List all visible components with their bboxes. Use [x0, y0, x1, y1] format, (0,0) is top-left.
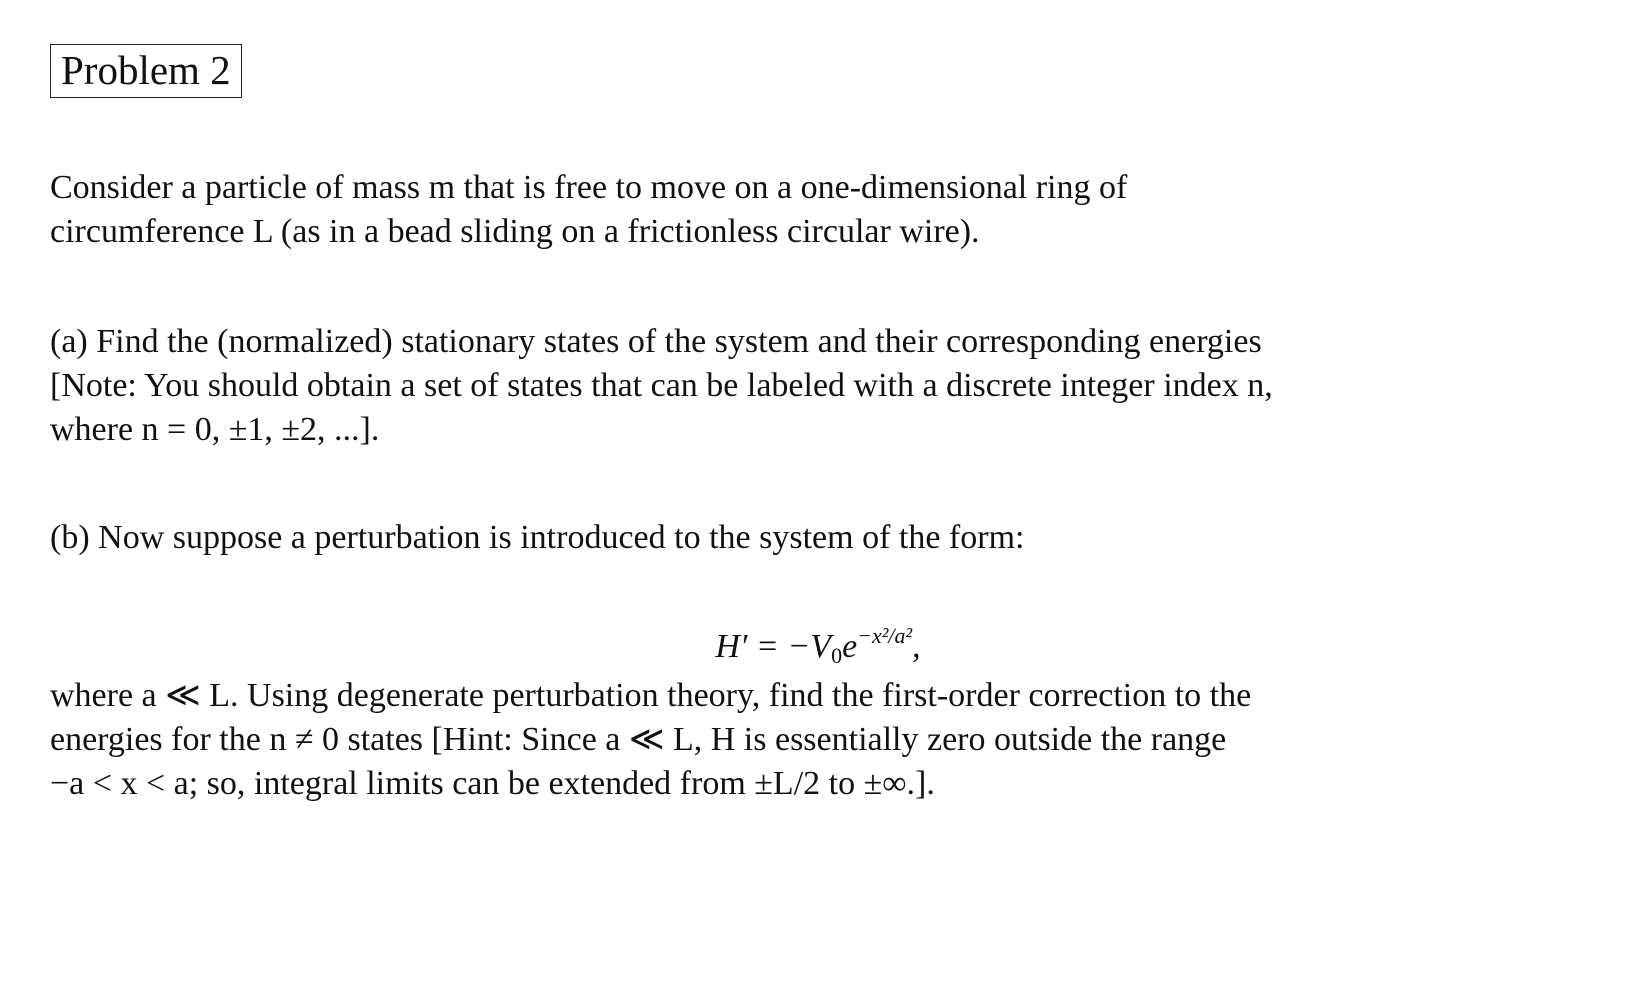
part-a-line-2: [Note: You should obtain a set of states that can be labeled with a discrete integer index n,: [50, 367, 1273, 404]
perturbation-equation: [0, 614, 1636, 678]
problem-title: Problem 2: [50, 44, 242, 98]
part-a-line-3: where n = 0, ±1, ±2, ...].: [50, 411, 380, 448]
equation-exponent: −x²/a²: [857, 623, 913, 648]
part-b-paragraph: [50, 674, 1590, 806]
part-a-line-1: (a) Find the (normalized) stationary states of the system and their corresponding energies: [50, 323, 1262, 360]
part-a-paragraph: [50, 320, 1590, 452]
part-b-line-2: energies for the n ≠ 0 states [Hint: Since a ≪ L, H is essentially zero outside the range: [50, 721, 1227, 758]
equation-base: e: [842, 628, 858, 665]
equation-subscript: 0: [831, 643, 843, 668]
part-b-line-1: where a ≪ L. Using degenerate perturbation theory, find the first-order correction to the: [50, 677, 1252, 714]
intro-line-1: Consider a particle of mass m that is free to move on a one-dimensional ring of: [50, 169, 1128, 206]
part-b-intro: [50, 516, 1590, 560]
intro-line-2: circumference L (as in a bead sliding on a frictionless circular wire).: [50, 213, 980, 250]
part-b-intro-line: (b) Now suppose a perturbation is introduced to the system of the form:: [50, 519, 1025, 556]
equation-trail: ,: [912, 628, 921, 665]
part-b-line-3: −a < x < a; so, integral limits can be extended from ±L/2 to ±∞.].: [50, 765, 935, 802]
intro-paragraph: [50, 166, 1590, 254]
equation-lhs: H′ = −V: [715, 628, 832, 665]
